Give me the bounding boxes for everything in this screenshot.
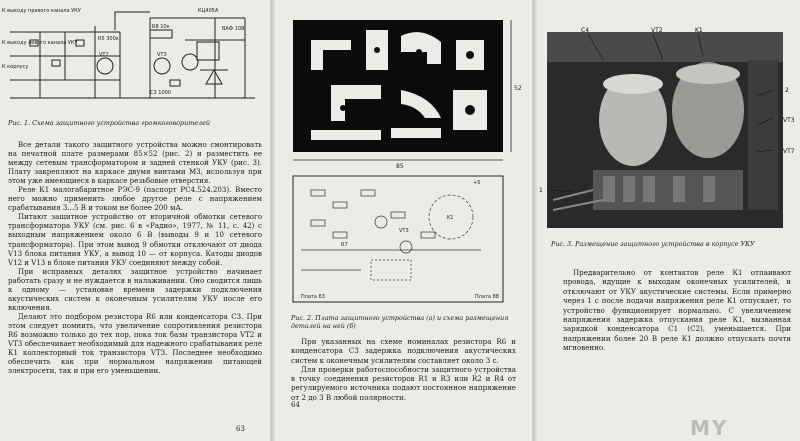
schematic-label: К корпусу	[2, 64, 29, 70]
layout-label: Плата 88	[475, 294, 499, 300]
photo-label: VT7	[783, 148, 795, 155]
layout-figure	[271, 172, 533, 312]
figure-caption: Рис. 1. Схема защитного устройства громкоговорителей	[8, 119, 211, 127]
schematic-label: ВАФ 10В	[222, 26, 245, 32]
body-text	[8, 140, 262, 424]
paragraph: Делают это подбором резистора R6 или конденсатора C3. При этом следует помнить, что увеличение сопротивления резистора R6 возможно только до тех пор, пока ток базы транзистора VT2 и VT3 обеспечивает необходимый для надежного срабатывания реле К1 коллекторный ток транзистора VT3. Последнее необходимо обеспечить как при нормальном напряжении питающей электросети, так и при его уменьшении.	[8, 311, 262, 376]
figure-caption: Рис. 2. Плата защитного устройства (а) и схема размещения деталей на ней (б)	[291, 314, 509, 330]
page-64	[270, 0, 533, 441]
body-text	[563, 268, 791, 353]
photo-label: VT3	[783, 117, 795, 124]
schematic-label: VT2	[99, 52, 109, 58]
page-63	[0, 0, 270, 441]
paragraph: Предварительно от контактов реле К1 отпаивают провода, идущие к выходам оконечных усилителей, и отключают от УКУ акустические системы. Если примерно через 1 с после подачи напряжения реле К1 отпускает, то устройство функционирует нормально. С увеличением напряжения задержка отпускания реле К1, вызванная зарядкой конденсатора C1 (C2), уменьшается. При напряжении более 20 В реле К1 должно отпускать почти мгновенно.	[563, 268, 791, 353]
paragraph: Все детали такого защитного устройства можно смонтировать на печатной плате размерами 85×52 (рис. 2) и разместить ее между сетевым трансформатором и задней стенкой УКУ (рис. 3). Плату закрепляют на каркасе двумя винтами М3, используя при этом уже имеющиеся в каркасе резьбовые отверстия.	[8, 140, 262, 186]
paragraph: Питают защитное устройство от вторичной обмотки сетевого трансформатора УКУ (см. рис. 6 в «Радио», 1977, № 11, с. 42) с выходным напряжением около 6 В (выводы 9 и 10 сетевого трансформатора). При этом вывод 9 обмотки отключают от диода V13 блока питания УКУ, а вывод 10 — от корпуса. Катоды диодов V12 и V13 в блоке питания УКУ соединяют между собой.	[8, 212, 262, 267]
layout-label: R7	[341, 242, 348, 248]
body-text	[291, 337, 516, 402]
schematic-label: VT3	[157, 52, 167, 58]
schematic-label: КЦ405А	[198, 8, 219, 14]
pcb-figure	[271, 0, 533, 172]
schematic-label: C3 1000	[150, 90, 171, 96]
pcb-dimension-width: 85	[396, 163, 404, 170]
device-photo	[533, 0, 800, 232]
schematic-label: К выходу левого канала УКУ	[2, 40, 78, 46]
page-number: 64	[291, 401, 300, 409]
paragraph: При указанных на схеме номиналах резистора R6 и конденсатора C3 задержка подключения акустических систем к оконечным усилителям составляет около 3 с.	[291, 337, 516, 365]
schematic-figure	[0, 0, 270, 118]
photo-label: 2	[785, 87, 789, 94]
watermark: MY	[690, 416, 729, 440]
paragraph: Реле К1 малогабаритное РЭС-9 (паспорт РС4.524.203). Вместо него можно применить любое другое реле с напряжением срабатывания 3...5 В и током не более 200 мА.	[8, 185, 262, 213]
photo-label: K1	[695, 27, 703, 34]
layout-label: K1	[447, 215, 454, 221]
layout-label: VT3	[399, 228, 409, 234]
page-65	[532, 0, 800, 441]
paragraph: Для проверки работоспособности защитного устройства в точку соединения резисторов R1 и R3 или R2 и R4 от регулируемого источника подают постоянное напряжение от 2 до 3 В любой полярности.	[291, 364, 516, 402]
pcb-dimension-height: 52	[514, 85, 522, 92]
paragraph: При исправных деталях защитное устройство начинает работать сразу и не нуждается в налаживании. Оно сводится лишь к одному — установке времени задержки подключения акустических систем к оконечным усилителям УКУ после его включения.	[8, 266, 262, 312]
schematic-label: R8 10к	[152, 24, 170, 30]
layout-label: Плата 63	[301, 294, 325, 300]
page-number: 63	[236, 425, 245, 433]
photo-label: VT2	[651, 27, 663, 34]
photo-label: 1	[539, 187, 543, 194]
figure-caption: Рис. 3. Размещение защитного устройства в корпусе УКУ	[551, 240, 755, 248]
photo-label: C4	[581, 27, 590, 34]
schematic-label: К выходу правого канала УКУ	[2, 8, 81, 14]
layout-label: +5	[473, 180, 481, 186]
schematic-label: R5 300к	[98, 36, 119, 42]
